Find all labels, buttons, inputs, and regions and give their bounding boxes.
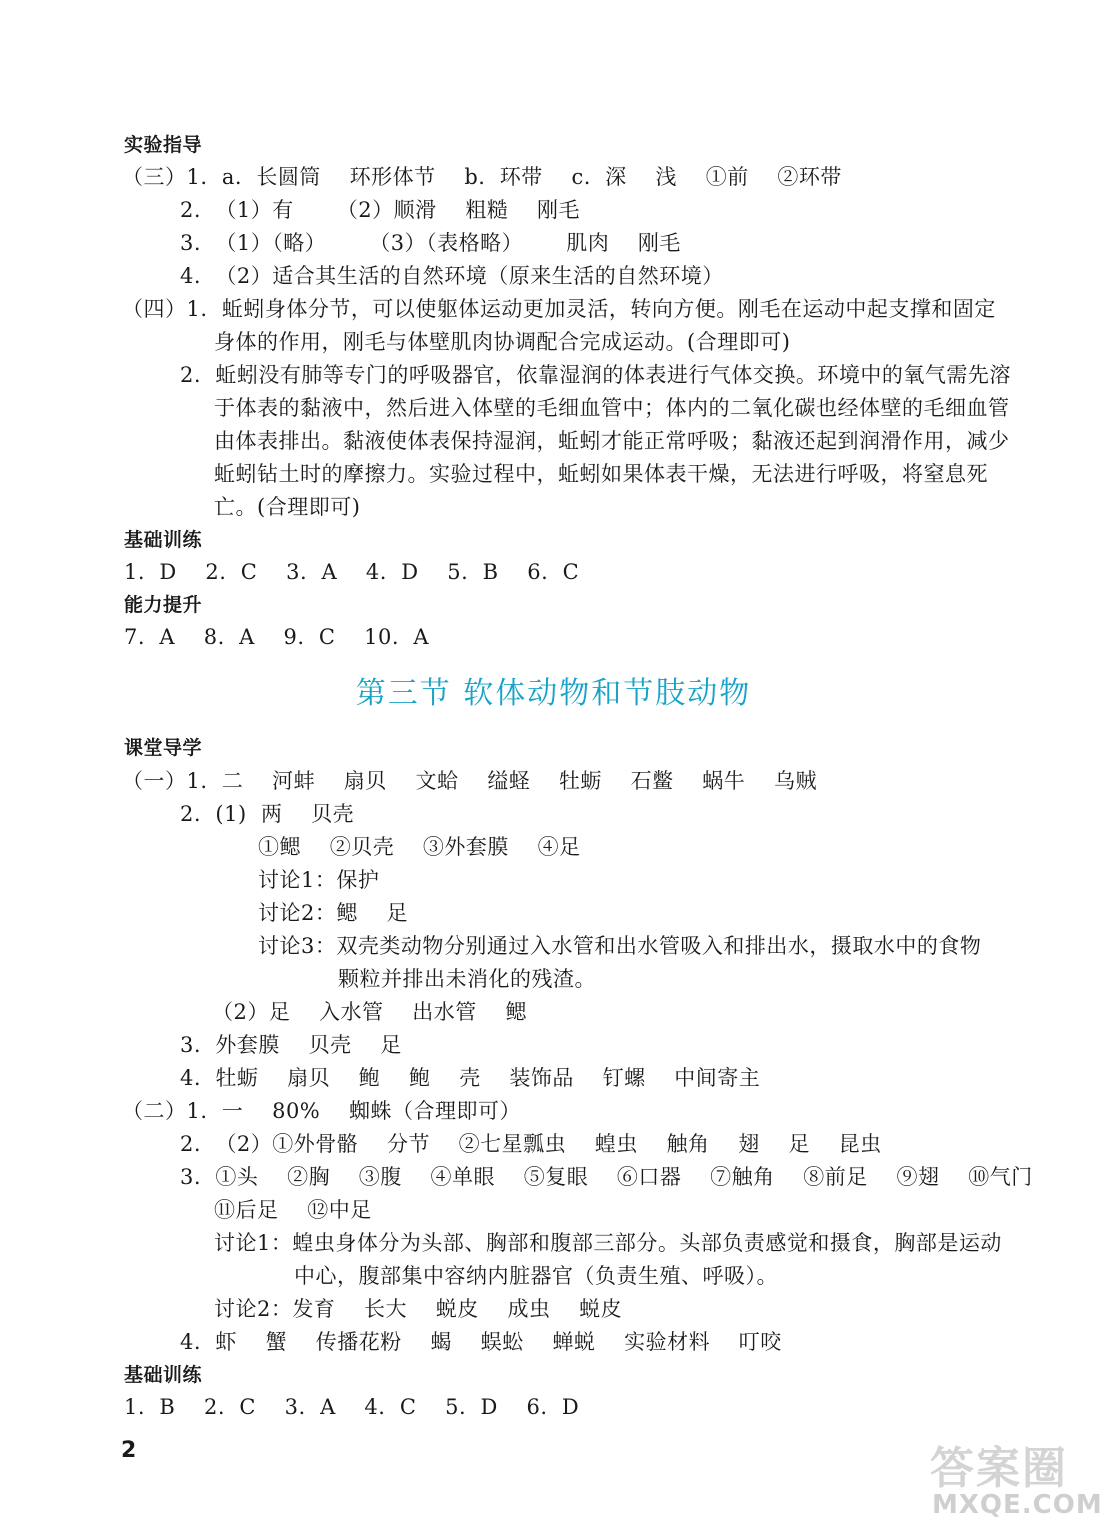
answer-line: 1. B 2. C 3. A 4. C 5. D 6. D	[124, 1395, 580, 1419]
answer-line: ①鳃 ②贝壳 ③外套膜 ④足	[258, 835, 581, 859]
watermark-text: 答案圈	[930, 1443, 1068, 1494]
answer-line: 讨论1：蝗虫身体分为头部、胸部和腹部三部分。头部负责感觉和摄食，胸部是运动	[214, 1231, 1002, 1255]
answer-line: 3. 外套膜 贝壳 足	[180, 1033, 402, 1057]
answer-line: 2. 蚯蚓没有肺等专门的呼吸器官，依靠湿润的体表进行气体交换。环境中的氧气需先溶	[180, 363, 1011, 387]
answer-line: ⑪后足 ⑫中足	[214, 1198, 372, 1222]
answer-line: 由体表排出。黏液使体表保持湿润，蚯蚓才能正常呼吸；黏液还起到润滑作用，减少	[214, 429, 1010, 453]
answer-line: （四）1. 蚯蚓身体分节，可以使躯体运动更加灵活，转向方便。刚毛在运动中起支撑和固定	[122, 297, 996, 321]
answer-line: 讨论2：鳃 足	[258, 901, 409, 925]
answer-line: （二）1. 一 80% 蜘蛛（合理即可）	[122, 1099, 521, 1123]
answer-line: 蚯蚓钻土时的摩擦力。实验过程中，蚯蚓如果体表干燥，无法进行呼吸，将窒息死	[214, 462, 988, 486]
heading-basic-training-2: 基础训练	[124, 1364, 203, 1386]
answer-line: 4. （2）适合其生活的自然环境（原来生活的自然环境）	[180, 264, 724, 288]
answer-line: 讨论3：双壳类动物分别通过入水管和出水管吸入和排出水，摄取水中的食物	[258, 934, 982, 958]
answer-line: 亡。(合理即可)	[214, 495, 361, 519]
watermark-url: MXQE.COM	[932, 1490, 1103, 1520]
answer-line: 4. 虾 蟹 传播花粉 蝎 蜈蚣 蝉蜕 实验材料 叮咬	[180, 1330, 782, 1354]
heading-experiment-guide: 实验指导	[124, 134, 203, 156]
answer-line: 3. （1）（略） （3）（表格略） 肌肉 刚毛	[180, 231, 681, 255]
answer-line: 颗粒并排出未消化的残渣。	[338, 967, 596, 991]
answer-line: （2）足 入水管 出水管 鳃	[212, 1000, 527, 1024]
answer-line: 2. （2）①外骨骼 分节 ②七星瓢虫 蝗虫 触角 翅 足 昆虫	[180, 1132, 882, 1156]
answer-line: 7. A 8. A 9. C 10. A	[124, 625, 430, 649]
heading-basic-training: 基础训练	[124, 529, 203, 551]
answer-line: 于体表的黏液中，然后进入体壁的毛细血管中；体内的二氧化碳也经体壁的毛细血管	[214, 396, 1010, 420]
heading-ability-improvement: 能力提升	[124, 594, 203, 616]
answer-line: 1. D 2. C 3. A 4. D 5. B 6. C	[124, 560, 580, 584]
answer-line: （三）1. a. 长圆筒 环形体节 b. 环带 c. 深 浅 ①前 ②环带	[122, 165, 842, 189]
answer-line: 3. ①头 ②胸 ③腹 ④单眼 ⑤复眼 ⑥口器 ⑦触角 ⑧前足 ⑨翅 ⑩气门	[180, 1165, 1033, 1189]
answer-line: 讨论2：发育 长大 蜕皮 成虫 蜕皮	[214, 1297, 623, 1321]
answer-line: 身体的作用，刚毛与体壁肌肉协调配合完成运动。(合理即可)	[214, 330, 791, 354]
page-number: 2	[121, 1438, 137, 1463]
answer-line: 讨论1：保护	[258, 868, 380, 892]
heading-class-guide: 课堂导学	[124, 737, 203, 759]
answer-line: 中心，腹部集中容纳内脏器官（负责生殖、呼吸）。	[294, 1264, 778, 1288]
answer-line: 4. 牡蛎 扇贝 鲍 鲍 壳 装饰品 钉螺 中间寄主	[180, 1066, 761, 1090]
section-title: 第三节 软体动物和节肢动物	[355, 676, 752, 711]
answer-line: 2. (1) 两 贝壳	[180, 802, 355, 826]
answer-line: （一）1. 二 河蚌 扇贝 文蛤 缢蛏 牡蛎 石鳖 蜗牛 乌贼	[122, 769, 817, 793]
answer-line: 2. （1）有 （2）顺滑 粗糙 刚毛	[180, 198, 581, 222]
watermark-logo	[930, 1432, 1103, 1532]
